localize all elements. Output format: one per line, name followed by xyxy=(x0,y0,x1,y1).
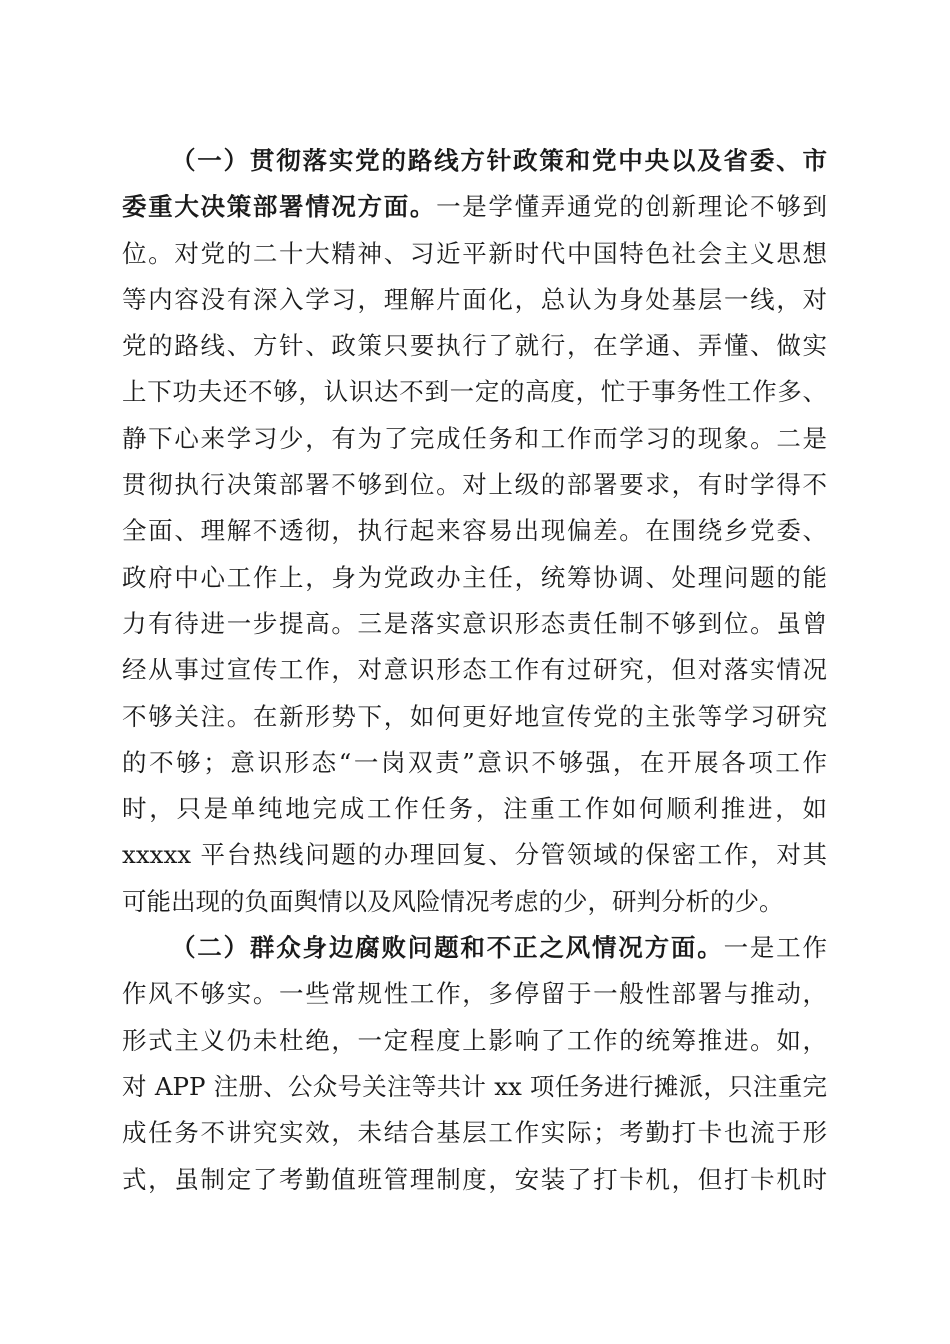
text-line: 上下功夫还不够，认识达不到一定的高度，忙于事务性工作多、 xyxy=(122,377,827,407)
text-line: xxxxx 平台热线问题的办理回复、分管领域的保密工作，对其 xyxy=(122,840,827,870)
text-line: 形式主义仍未杜绝，一定程度上影响了工作的统筹推进。如， xyxy=(122,1025,827,1055)
text-line xyxy=(122,925,827,971)
paragraph-2 xyxy=(122,925,827,1203)
text-line: 时，只是单纯地完成工作任务，注重工作如何顺利推进，如 xyxy=(122,794,827,824)
text-line: 贯彻执行决策部署不够到位。对上级的部署要求，有时学得不 xyxy=(122,470,827,500)
text-line xyxy=(122,138,827,184)
text-line: 可能出现的负面舆情以及风险情况考虑的少，研判分析的少。 xyxy=(122,886,784,916)
document-body xyxy=(122,138,827,1203)
text-line: 等内容没有深入学习，理解片面化，总认为身处基层一线，对 xyxy=(122,284,827,314)
text-line: 不够关注。在新形势下，如何更好地宣传党的主张等学习研究 xyxy=(122,701,827,731)
text-line: 静下心来学习少，有为了完成任务和工作而学习的现象。二是 xyxy=(122,423,827,453)
text-line: 力有待进一步提高。三是落实意识形态责任制不够到位。虽曾 xyxy=(122,608,827,638)
text-line: 位。对党的二十大精神、习近平新时代中国特色社会主义思想 xyxy=(122,238,827,268)
text-line: 党的路线、方针、政策只要执行了就行，在学通、弄懂、做实 xyxy=(122,331,827,361)
section-heading-1: （一）贯彻落实党的路线方针政策和党中央以及省委、市 xyxy=(171,146,827,175)
text-line xyxy=(122,184,827,230)
text-line: 政府中心工作上，身为党政办主任，统筹协调、处理问题的能 xyxy=(122,562,827,592)
section-heading-1-cont: 委重大决策部署情况方面。 xyxy=(122,192,437,222)
text-line: 对 APP 注册、公众号关注等共计 xx 项任务进行摊派，只注重完 xyxy=(122,1071,827,1101)
text-line: 全面、理解不透彻，执行起来容易出现偏差。在围绕乡党委、 xyxy=(122,516,827,546)
text-run: 一是工作 xyxy=(723,933,827,963)
paragraph-1 xyxy=(122,138,827,925)
text-line: 作风不够实。一些常规性工作，多停留于一般性部署与推动， xyxy=(122,979,827,1009)
text-line: 的不够；意识形态“一岗双责”意识不够强，在开展各项工作 xyxy=(122,747,827,777)
text-line: 经从事过宣传工作，对意识形态工作有过研究，但对落实情况 xyxy=(122,655,827,685)
section-heading-2: （二）群众身边腐败问题和不正之风情况方面。 xyxy=(171,933,724,963)
text-run: 一是学懂弄通党的创新理论不够到 xyxy=(436,192,827,222)
text-line: 式，虽制定了考勤值班管理制度，安装了打卡机，但打卡机时 xyxy=(122,1164,827,1194)
text-line: 成任务不讲究实效，未结合基层工作实际；考勤打卡也流于形 xyxy=(122,1118,827,1148)
